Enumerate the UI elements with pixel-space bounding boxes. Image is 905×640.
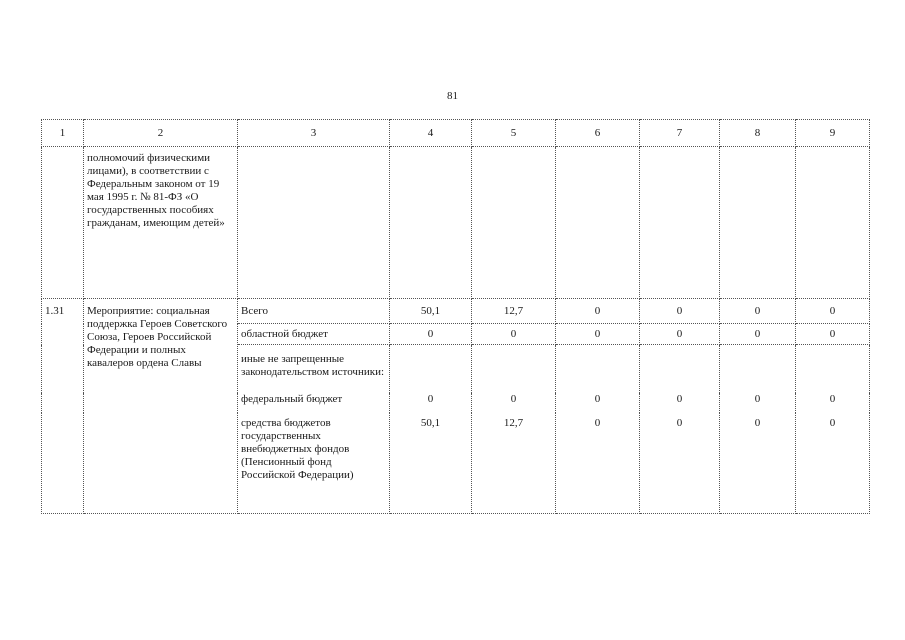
value-cell: 0 [556, 299, 640, 324]
funding-source: федеральный бюджет [238, 393, 390, 413]
column-number: 2 [84, 120, 238, 147]
value-cell: 50,1 [390, 413, 472, 514]
empty-cell [556, 147, 640, 299]
value-cell: 0 [556, 413, 640, 514]
value-cell: 0 [640, 299, 720, 324]
column-number: 9 [796, 120, 870, 147]
funding-source: Всего [238, 299, 390, 324]
value-cell: 50,1 [390, 299, 472, 324]
value-cell: 0 [556, 393, 640, 413]
value-cell: 12,7 [472, 299, 556, 324]
value-cell: 0 [796, 393, 870, 413]
value-cell: 0 [556, 324, 640, 345]
empty-cell [390, 147, 472, 299]
value-cell: 0 [720, 299, 796, 324]
empty-cell [42, 147, 84, 299]
continuation-row [42, 147, 870, 299]
value-cell [720, 345, 796, 394]
funding-source: областной бюджет [238, 324, 390, 345]
column-number: 1 [42, 120, 84, 147]
column-number: 6 [556, 120, 640, 147]
value-cell: 0 [720, 413, 796, 514]
empty-cell [238, 147, 390, 299]
value-cell: 0 [796, 299, 870, 324]
empty-cell [720, 147, 796, 299]
value-cell [796, 345, 870, 394]
funding-source: иные не запрещенные законодательством источники: [238, 345, 390, 394]
value-cell: 0 [472, 393, 556, 413]
value-cell: 0 [640, 324, 720, 345]
continuation-text: полномочий физическими лицами), в соответствии с Федеральным законом от 19 мая 1995 г. № 81-ФЗ «О государственных пособиях гражданам, имеющим детей» [84, 147, 238, 299]
value-cell [472, 345, 556, 394]
value-cell: 0 [796, 413, 870, 514]
measure-number: 1.31 [42, 299, 84, 514]
value-cell: 0 [720, 393, 796, 413]
empty-cell [796, 147, 870, 299]
page-number: 81 [447, 90, 458, 102]
value-cell: 0 [390, 324, 472, 345]
value-cell [390, 345, 472, 394]
funding-source: средства бюджетов государственных внебюджетных фондов (Пенсионный фонд Российской Федерации) [238, 413, 390, 514]
value-cell [640, 345, 720, 394]
value-cell: 0 [390, 393, 472, 413]
empty-cell [640, 147, 720, 299]
column-number-row [42, 120, 870, 147]
value-cell: 0 [640, 393, 720, 413]
value-cell: 0 [796, 324, 870, 345]
empty-cell [472, 147, 556, 299]
column-number: 8 [720, 120, 796, 147]
column-number: 7 [640, 120, 720, 147]
budget-table [41, 119, 870, 514]
measure-description: Мероприятие: социальная поддержка Героев Советского Союза, Героев Российской Федерации и полных кавалеров ордена Славы [84, 299, 238, 514]
table-row [42, 299, 870, 324]
value-cell: 0 [720, 324, 796, 345]
column-number: 3 [238, 120, 390, 147]
value-cell [556, 345, 640, 394]
value-cell: 12,7 [472, 413, 556, 514]
value-cell: 0 [472, 324, 556, 345]
value-cell: 0 [640, 413, 720, 514]
column-number: 4 [390, 120, 472, 147]
column-number: 5 [472, 120, 556, 147]
